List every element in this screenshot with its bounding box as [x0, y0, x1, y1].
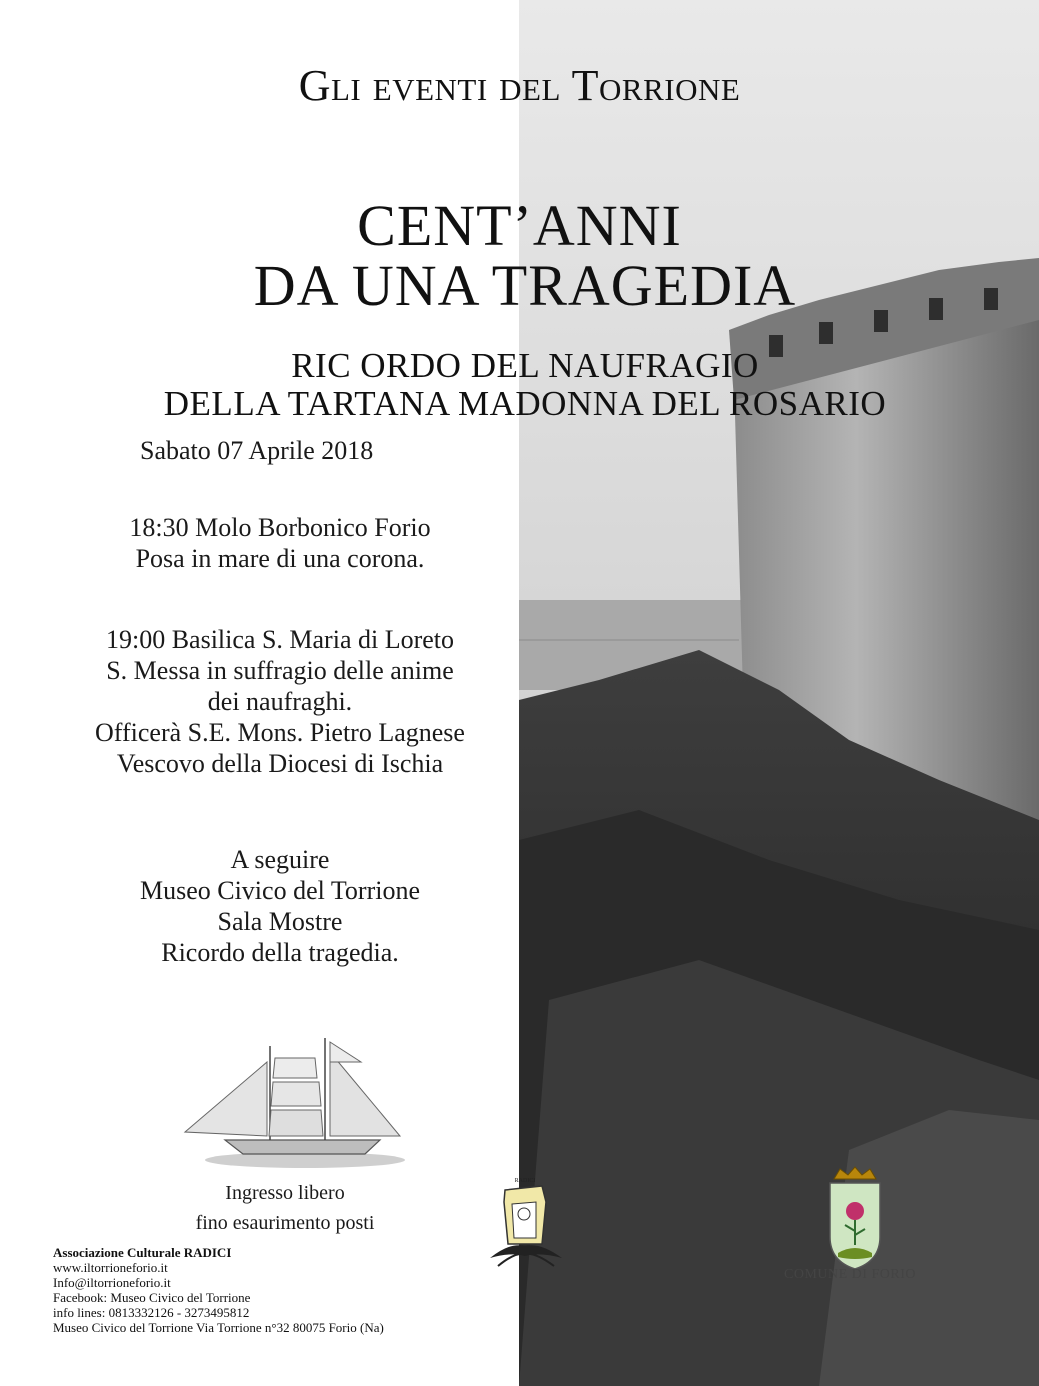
- comune-di-forio-crest: [820, 1165, 890, 1275]
- program-block-3: [30, 844, 530, 968]
- comune-label: COMUNE DI FORIO: [784, 1267, 916, 1282]
- entry-line: Ingresso libero: [225, 1182, 345, 1204]
- program-line: Museo Civico del Torrione: [139, 876, 421, 905]
- program-line: Ricordo della tragedia.: [161, 938, 399, 967]
- contact-footer: [53, 1245, 384, 1335]
- radici-association-logo: [480, 1172, 570, 1272]
- main-title-line-1: CENT’ANNI: [357, 193, 682, 258]
- program-line: dei naufraghi.: [207, 687, 353, 716]
- program-line: Officerà S.E. Mons. Pietro Lagnese: [95, 718, 465, 747]
- program-line: Sala Mostre: [217, 907, 343, 936]
- tartana-ship-illustration: [165, 1032, 415, 1172]
- program-line: 19:00 Basilica S. Maria di Loreto: [105, 625, 455, 654]
- program-line: 18:30 Molo Borbonico Forio: [129, 513, 431, 542]
- program-line: S. Messa in suffragio delle anime: [106, 656, 454, 685]
- footer-facebook: Facebook: Museo Civico del Torrione: [53, 1290, 251, 1305]
- program-block-2: [30, 624, 530, 779]
- entry-line: fino esaurimento posti: [195, 1212, 375, 1234]
- series-title: Gli eventi del Torrione: [298, 61, 741, 110]
- subtitle-line-2: DELLA TARTANA MADONNA DEL ROSARIO: [163, 384, 887, 423]
- event-date: Sabato 07 Aprile 2018: [140, 436, 374, 465]
- footer-email: Info@iltorrioneforio.it: [53, 1275, 171, 1290]
- footer-association: Associazione Culturale RADICI: [53, 1245, 232, 1260]
- main-title-line-2: DA UNA TRAGEDIA: [253, 253, 797, 318]
- radici-logo-text: RADICI: [514, 1178, 536, 1184]
- subtitle-line-1: RIC ORDO DEL NAUFRAGIO: [291, 346, 759, 385]
- entry-info: [150, 1178, 420, 1238]
- program-line: A seguire: [230, 845, 330, 874]
- footer-address: Museo Civico del Torrione Via Torrione n°32 80075 Forio (Na): [53, 1320, 384, 1335]
- program-line: Vescovo della Diocesi di Ischia: [116, 749, 444, 778]
- footer-phone: info lines: 0813332126 - 3273495812: [53, 1305, 250, 1320]
- program-line: Posa in mare di una corona.: [135, 544, 425, 573]
- program-block-1: [30, 512, 530, 574]
- footer-website: www.iltorrioneforio.it: [53, 1260, 168, 1275]
